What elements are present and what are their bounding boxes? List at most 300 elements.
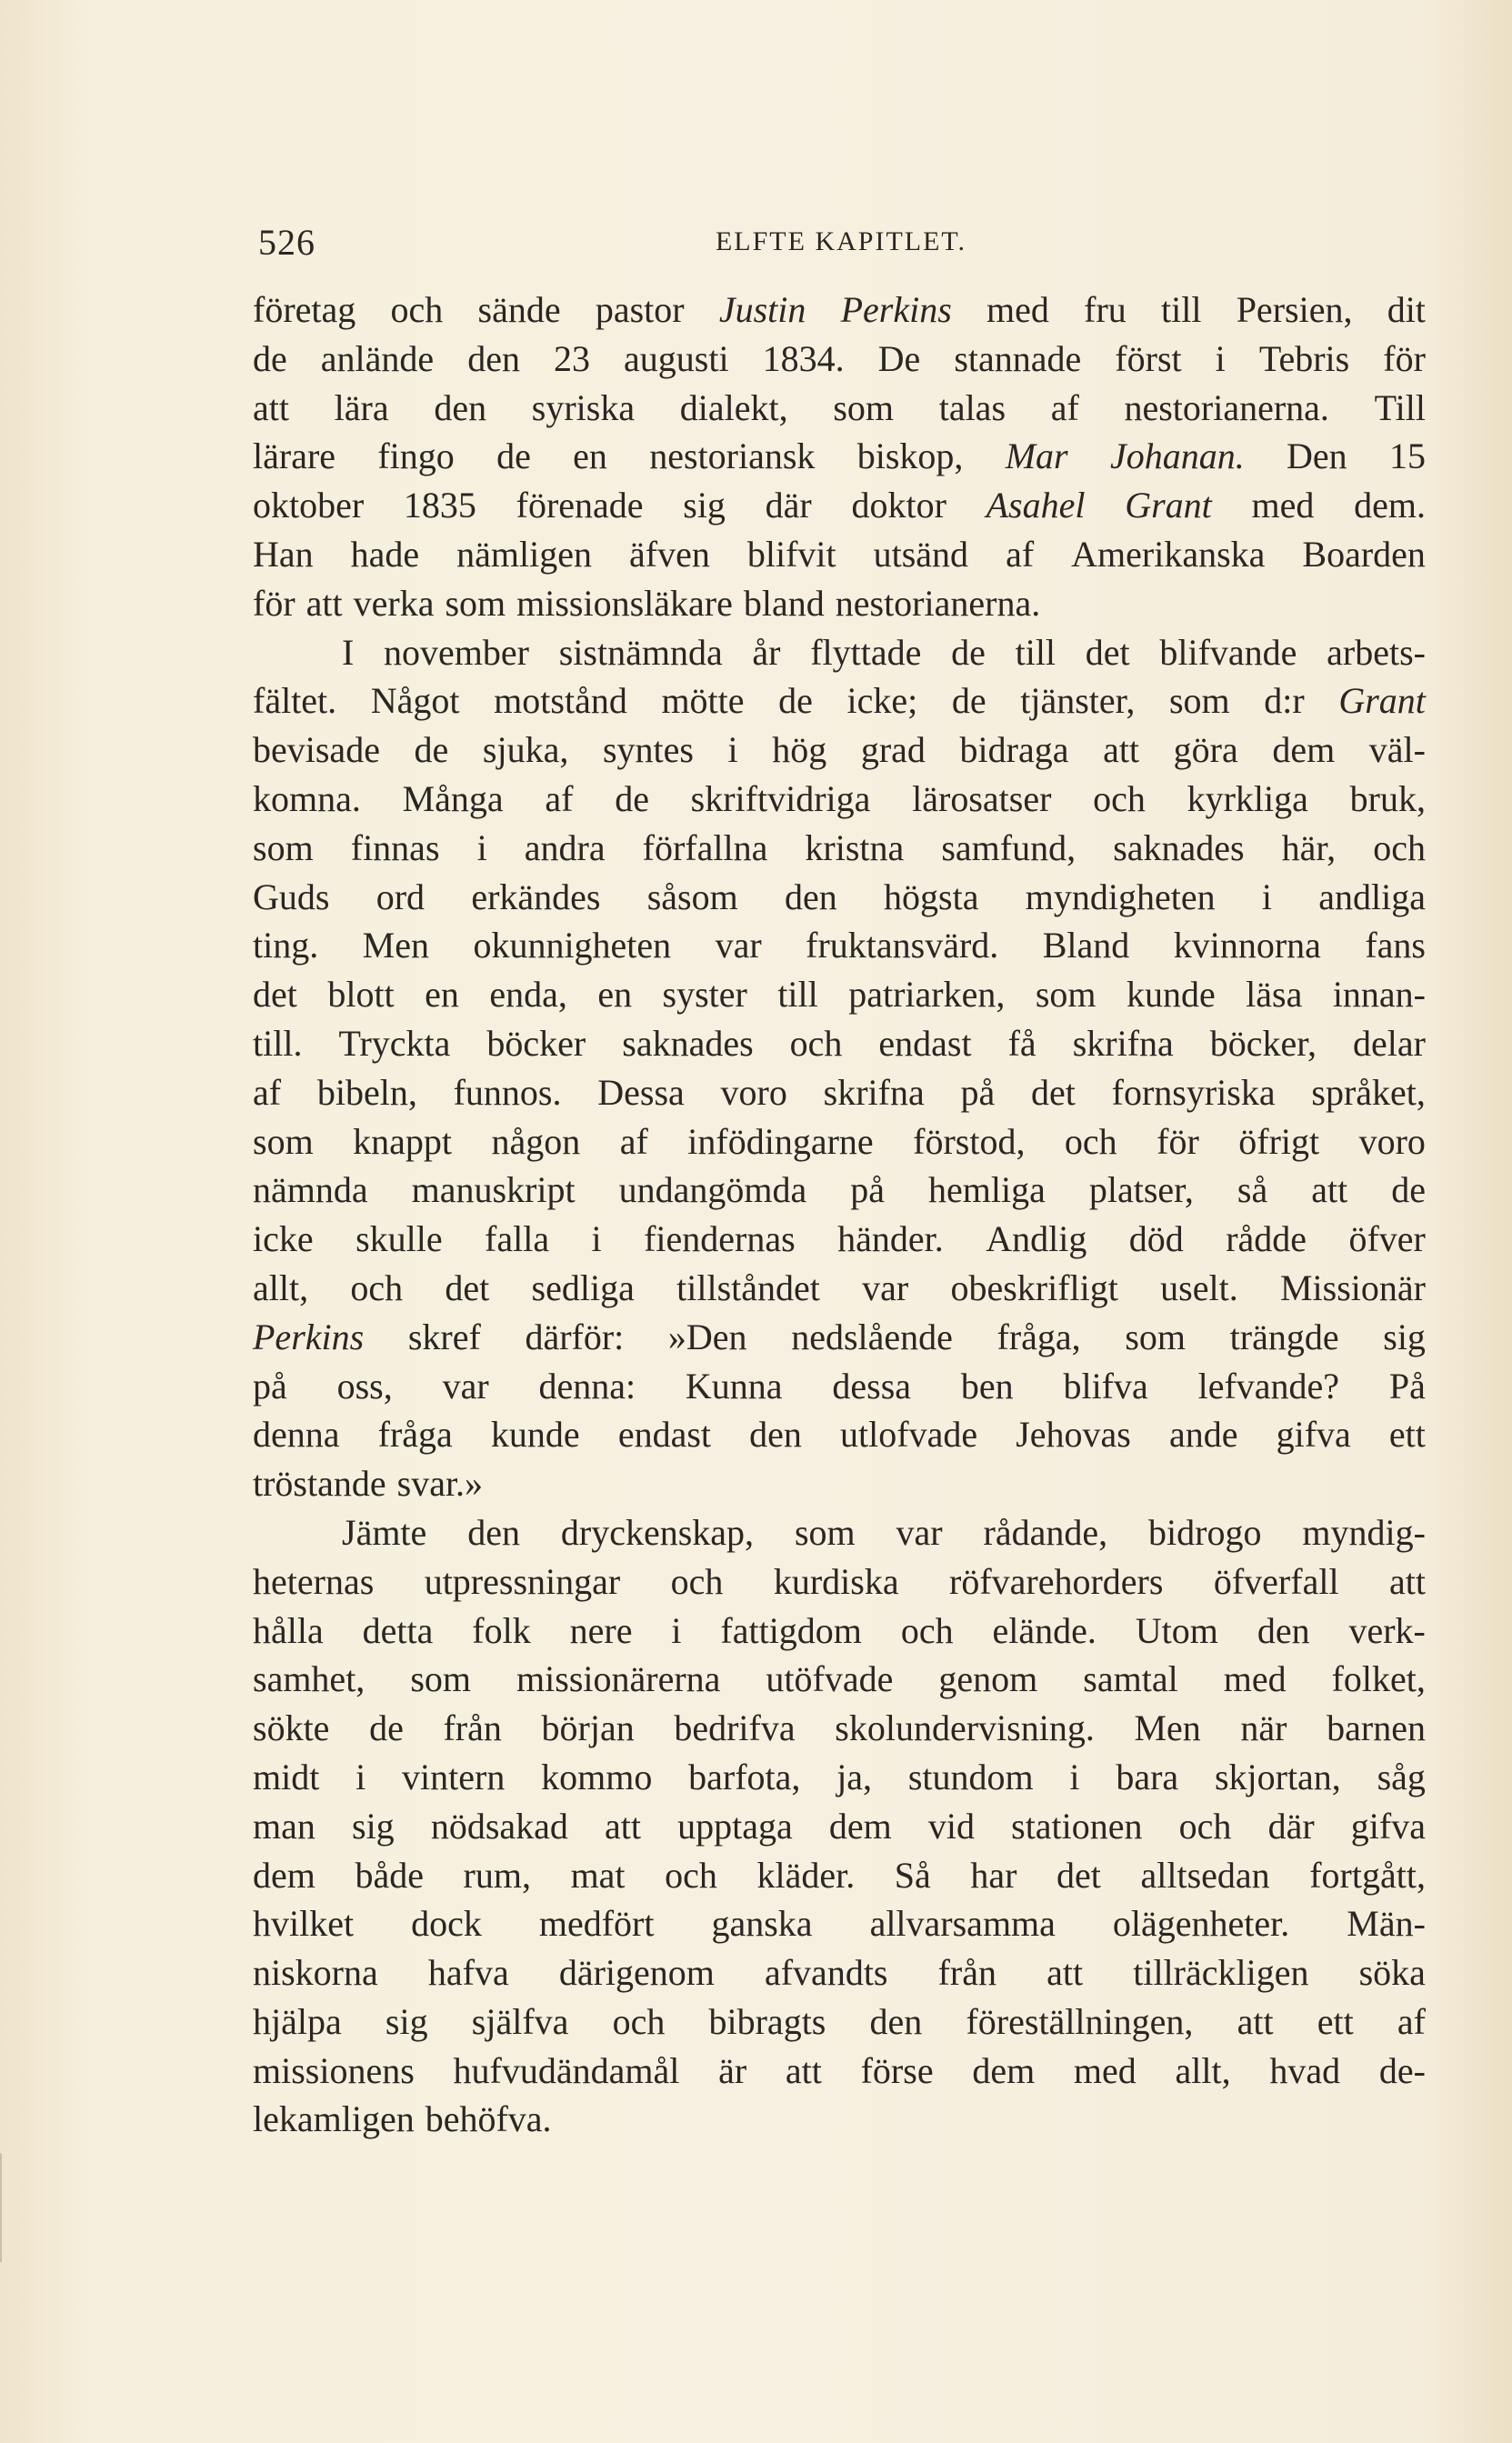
word: elände. (992, 1609, 1096, 1651)
word: heternas (253, 1560, 375, 1602)
text-line (253, 1704, 1426, 1753)
word: bland (743, 582, 825, 624)
word: vid (927, 1805, 975, 1847)
word: kvinnorna (1173, 925, 1321, 966)
word: man (253, 1805, 315, 1847)
word: bedrifva (674, 1707, 796, 1749)
word: motstånd (494, 680, 627, 722)
word: bara (1116, 1756, 1179, 1797)
text-line (253, 1410, 1426, 1459)
word: högsta (884, 876, 979, 917)
word: manuskript (411, 1169, 576, 1211)
word: arbets- (1327, 631, 1426, 673)
word: enda, (489, 974, 567, 1016)
word: samhet, (253, 1658, 365, 1700)
word: missionsläkare (516, 582, 733, 624)
word: på (960, 1071, 996, 1113)
word: böcker (486, 1022, 586, 1064)
word: ben (960, 1365, 1014, 1407)
word: af (1397, 2000, 1426, 2042)
word: nestorianerna. (835, 582, 1041, 624)
text-line (253, 1997, 1426, 2047)
word: och (612, 2000, 666, 2042)
text-line (253, 1459, 1426, 1508)
word: för (1383, 337, 1426, 379)
word: därigenom (558, 1952, 715, 1994)
word: Andlig (986, 1218, 1087, 1260)
word: hafva (427, 1952, 509, 1994)
word: blifvande (1159, 631, 1297, 673)
text-line (253, 432, 1426, 481)
word: vintern (402, 1756, 506, 1797)
word: Många (402, 777, 504, 819)
word: folk (472, 1609, 531, 1651)
word: här, (1281, 826, 1337, 868)
word: missionens (253, 2049, 415, 2091)
word: där (765, 485, 812, 526)
word: afvandts (764, 1952, 888, 1994)
word: som (445, 582, 506, 624)
word: med (1223, 1658, 1287, 1700)
word: tröstande (253, 1463, 386, 1505)
word: Tebris (1258, 337, 1350, 379)
word: förstod, (913, 1120, 1026, 1162)
word: dem (972, 2049, 1036, 2091)
word: såg (1377, 1756, 1426, 1797)
word: detta (362, 1609, 434, 1651)
word: fråga (377, 1414, 453, 1456)
word: dit (1387, 289, 1426, 330)
word: folket, (1331, 1658, 1426, 1700)
word: Jehovas (1016, 1414, 1131, 1456)
word: som (1035, 974, 1096, 1016)
word: såsom (646, 876, 738, 917)
word: och (789, 1022, 843, 1064)
word: är (718, 2049, 747, 2091)
word: Så (894, 1854, 931, 1896)
word: upptaga (677, 1805, 793, 1847)
text-line (253, 1607, 1426, 1656)
word: uselt. (1160, 1267, 1238, 1308)
word: ett (1388, 1414, 1426, 1456)
word: sig (683, 485, 726, 526)
word: mötte (661, 680, 745, 722)
word: böcker, (1209, 1022, 1317, 1064)
text-line (253, 481, 1426, 530)
word: sig (352, 1805, 395, 1847)
word: falla (485, 1218, 550, 1260)
word: hålla (253, 1609, 324, 1651)
word: i (1069, 1756, 1080, 1797)
word: i (355, 1756, 366, 1797)
word: äfven (629, 533, 710, 575)
word: Missionär (1279, 1267, 1426, 1308)
word: med (1251, 485, 1315, 526)
word: och (390, 289, 444, 330)
word: Kunna (685, 1365, 783, 1407)
text-line (253, 1019, 1426, 1068)
text-line (253, 1851, 1426, 1900)
word: att (1103, 729, 1140, 771)
text-line (253, 1166, 1426, 1215)
word: de (615, 777, 649, 819)
word: händer. (837, 1218, 944, 1260)
word: De (877, 337, 921, 379)
word: voro (1358, 1120, 1426, 1162)
word: Mar (1005, 436, 1068, 477)
word: nere (569, 1609, 633, 1651)
word: ett (1317, 2000, 1354, 2042)
text-line (253, 628, 1426, 677)
word: blifvit (746, 533, 836, 575)
word: Den (1287, 436, 1347, 477)
word: dryckenskap, (560, 1511, 755, 1553)
word: d:r (1264, 680, 1305, 722)
word: öfverfall (1213, 1560, 1339, 1602)
word: Något (370, 680, 460, 722)
word: af (545, 777, 574, 819)
word: fans (1365, 925, 1426, 966)
word: och (1178, 1805, 1232, 1847)
word: Tryckta (338, 1022, 451, 1064)
word: den (467, 1511, 520, 1553)
word: kristna (805, 826, 905, 868)
word: sjuka, (482, 729, 569, 771)
word: trängde (1229, 1316, 1339, 1357)
word: utsänd (873, 533, 969, 575)
word: den (467, 337, 520, 379)
word: dessa (832, 1365, 912, 1407)
word: sände (477, 289, 561, 330)
word: fortgått, (1309, 1854, 1426, 1896)
word: skrifna (1072, 1022, 1174, 1064)
word: rådde (1226, 1218, 1307, 1260)
word: och (1064, 1120, 1117, 1162)
word: och (670, 1560, 724, 1602)
word: var (862, 1267, 909, 1308)
word: allt, (253, 1267, 309, 1308)
word: innan- (1332, 974, 1426, 1016)
text-line (253, 2095, 1426, 2144)
word: fråga, (996, 1316, 1081, 1357)
word: Justin (718, 289, 806, 330)
word: bruk, (1349, 777, 1426, 819)
text-line (253, 530, 1426, 579)
word: icke (253, 1218, 314, 1260)
text-line (253, 2047, 1426, 2096)
word: oktober (253, 485, 365, 526)
word: hög (772, 729, 827, 771)
word: de (951, 680, 986, 722)
word: förfallna (642, 826, 768, 868)
word: obeskrifligt (950, 1267, 1118, 1308)
word: verka (353, 582, 435, 624)
word: förenade (516, 485, 644, 526)
word: gifva (1276, 1414, 1351, 1456)
word: sedliga (531, 1267, 635, 1308)
word: och (350, 1267, 404, 1308)
text-line (253, 921, 1426, 970)
word: Grant (1125, 485, 1212, 526)
word: lärare (253, 436, 336, 477)
word: dem (828, 1805, 892, 1847)
word: Perkins (253, 1316, 365, 1357)
word: att (305, 582, 343, 624)
text-line (253, 384, 1426, 433)
word: få (1007, 1022, 1036, 1064)
word: rådande, (983, 1511, 1108, 1553)
word: 1835 (403, 485, 476, 526)
word: endast (878, 1022, 972, 1064)
text-line (253, 285, 1426, 335)
word: år (752, 631, 781, 673)
word: som (1168, 680, 1230, 722)
text-line (253, 873, 1426, 922)
word: någon (491, 1120, 581, 1162)
word: hemliga (928, 1169, 1046, 1211)
word: I (342, 631, 355, 673)
word: till (777, 974, 818, 1016)
word: det (1031, 1071, 1076, 1113)
word: 23 (554, 337, 590, 379)
word: denna (253, 1414, 340, 1456)
word: finnas (350, 826, 440, 868)
word: nestoriansk (649, 436, 816, 477)
word: bevisade (253, 729, 380, 771)
word: okunnigheten (473, 925, 672, 966)
word: af (253, 1071, 282, 1113)
word: skolundervisning. (835, 1707, 1095, 1749)
page-number: 526 (258, 222, 315, 263)
text-line (253, 1655, 1426, 1704)
word: lära (334, 386, 389, 428)
word: Guds (253, 876, 330, 917)
word: nedslående (791, 1316, 953, 1357)
word: infödingarne (687, 1120, 874, 1162)
word: patriarken, (848, 974, 1006, 1016)
word: lärosatser (912, 777, 1052, 819)
word: som (794, 1511, 856, 1553)
word: ganska (711, 1903, 813, 1945)
word: de (951, 631, 986, 673)
text-line (253, 1068, 1426, 1117)
word: endast (617, 1414, 711, 1456)
word: göra (1173, 729, 1238, 771)
word: öfver (1348, 1218, 1426, 1260)
word: dem (1272, 729, 1336, 771)
word: sistnämnda (558, 631, 723, 673)
word: samfund, (941, 826, 1076, 868)
edge-mark (0, 2153, 38, 2284)
word: Till (1374, 386, 1426, 428)
word: verk- (1348, 1609, 1426, 1651)
word: bidrogo (1148, 1511, 1262, 1553)
word: skriftvidriga (690, 777, 871, 819)
word: undangömda (618, 1169, 807, 1211)
word: Johanan. (1109, 436, 1245, 477)
word: och (1093, 777, 1146, 819)
word: kläder. (756, 1854, 856, 1896)
word: oss, (336, 1365, 393, 1407)
word: november (384, 631, 529, 673)
word: af (619, 1120, 648, 1162)
word: för (1157, 1120, 1199, 1162)
word: Bland (1042, 925, 1130, 966)
word: utpressningar (424, 1560, 621, 1602)
word: Män- (1347, 1903, 1426, 1945)
word: och (900, 1609, 954, 1651)
word: det (253, 974, 297, 1016)
word: dock (411, 1903, 482, 1945)
word: pastor (595, 289, 685, 330)
word: den (869, 2000, 923, 2042)
word: de (253, 337, 287, 379)
word: både (355, 1854, 424, 1896)
word: lekamligen (253, 2098, 415, 2140)
word: som (833, 386, 895, 428)
word: Men (362, 925, 429, 966)
word: som (1125, 1316, 1187, 1357)
word: den (785, 876, 837, 917)
word: först (1115, 337, 1182, 379)
word: sig (1383, 1316, 1426, 1357)
word: röfvarehorders (949, 1560, 1164, 1602)
word: med (1073, 2049, 1137, 2091)
word: samtal (1083, 1658, 1178, 1700)
word: erkändes (471, 876, 601, 917)
word: öfrigt (1238, 1120, 1320, 1162)
word: mat (570, 1854, 626, 1896)
word: icke; (846, 680, 918, 722)
word: förse (860, 2049, 934, 2091)
word: sig (385, 2000, 428, 2042)
word: tillståndet (676, 1267, 820, 1308)
text-line (253, 335, 1426, 384)
word: i (476, 826, 487, 868)
word: platser, (1088, 1169, 1194, 1211)
word: som (253, 1120, 314, 1162)
word: har (970, 1854, 1017, 1896)
word: föreställningen, (966, 2000, 1194, 2042)
word: så (1237, 1169, 1268, 1211)
word: lefvande? (1197, 1365, 1340, 1407)
word: Grant (1338, 680, 1426, 722)
word: en (597, 974, 633, 1016)
word: »Den (667, 1316, 747, 1357)
page-header (258, 221, 1424, 266)
word: grad (860, 729, 926, 771)
word: från (443, 1707, 502, 1749)
word: 1834. (762, 337, 845, 379)
word: saknades (622, 1022, 754, 1064)
word: som (253, 826, 314, 868)
text-line (253, 970, 1426, 1019)
word: niskorna (253, 1952, 378, 1994)
word: Perkins (840, 289, 952, 330)
word: var (896, 1511, 943, 1553)
word: det (445, 1267, 490, 1308)
word: barnen (1327, 1707, 1426, 1749)
word: Han (253, 533, 314, 575)
text-line (253, 1313, 1426, 1362)
word: andra (524, 826, 606, 868)
word: språket, (1311, 1071, 1426, 1113)
word: denna: (538, 1365, 636, 1407)
word: utöfvade (766, 1658, 894, 1700)
word: myndig- (1302, 1511, 1426, 1553)
word: talas (938, 386, 1006, 428)
word: tjänster, (1020, 680, 1136, 722)
word: söka (1358, 1952, 1426, 1994)
word: missionärerna (516, 1658, 721, 1700)
word: en (425, 974, 459, 1016)
word: där (1267, 1805, 1315, 1847)
word: Asahel (986, 485, 1086, 526)
word: på (850, 1169, 885, 1211)
word: väl- (1368, 729, 1426, 771)
word: allt, (1175, 2049, 1231, 2091)
word: genom (938, 1658, 1038, 1700)
word: de (496, 436, 531, 477)
word: sökte (253, 1707, 330, 1749)
word: bibeln, (316, 1071, 417, 1113)
text-line (253, 1117, 1426, 1166)
word: från (937, 1952, 997, 1994)
text-line (253, 1899, 1426, 1948)
word: dem. (1354, 485, 1426, 526)
word: doktor (851, 485, 946, 526)
word: komna. (253, 777, 361, 819)
word: behöfva. (425, 2098, 552, 2140)
word: flyttade (810, 631, 922, 673)
word: medfört (538, 1903, 655, 1945)
word: det (1056, 1854, 1101, 1896)
word: en (573, 436, 607, 477)
word: tillräckligen (1133, 1952, 1309, 1994)
word: fornsyriska (1111, 1071, 1276, 1113)
word: till. (253, 1022, 303, 1064)
word: nämligen (456, 533, 593, 575)
word: den (749, 1414, 802, 1456)
word: fingo (377, 436, 455, 477)
word: midt (253, 1756, 320, 1797)
word: i (727, 729, 738, 771)
word: den (434, 386, 487, 428)
word: af (1050, 386, 1079, 428)
word: fru (1084, 289, 1126, 330)
word: i (671, 1609, 682, 1651)
word: ande (1168, 1414, 1238, 1456)
word: att (1388, 1560, 1426, 1602)
word: den (1257, 1609, 1310, 1651)
word: att (1311, 1169, 1348, 1211)
word: skref (407, 1316, 481, 1357)
word: att (253, 386, 289, 428)
word: anlände (320, 337, 435, 379)
word: de (414, 729, 449, 771)
word: blott (327, 974, 395, 1016)
text-line (253, 775, 1426, 824)
word: augusti (624, 337, 729, 379)
word: funnos. (453, 1071, 562, 1113)
word: i (1261, 876, 1272, 917)
word: nestorianerna. (1124, 386, 1329, 428)
text-line (253, 1508, 1426, 1557)
word: skrifna (823, 1071, 925, 1113)
word: bidraga (959, 729, 1069, 771)
word: stationen (1011, 1805, 1143, 1847)
word: ord (375, 876, 426, 917)
